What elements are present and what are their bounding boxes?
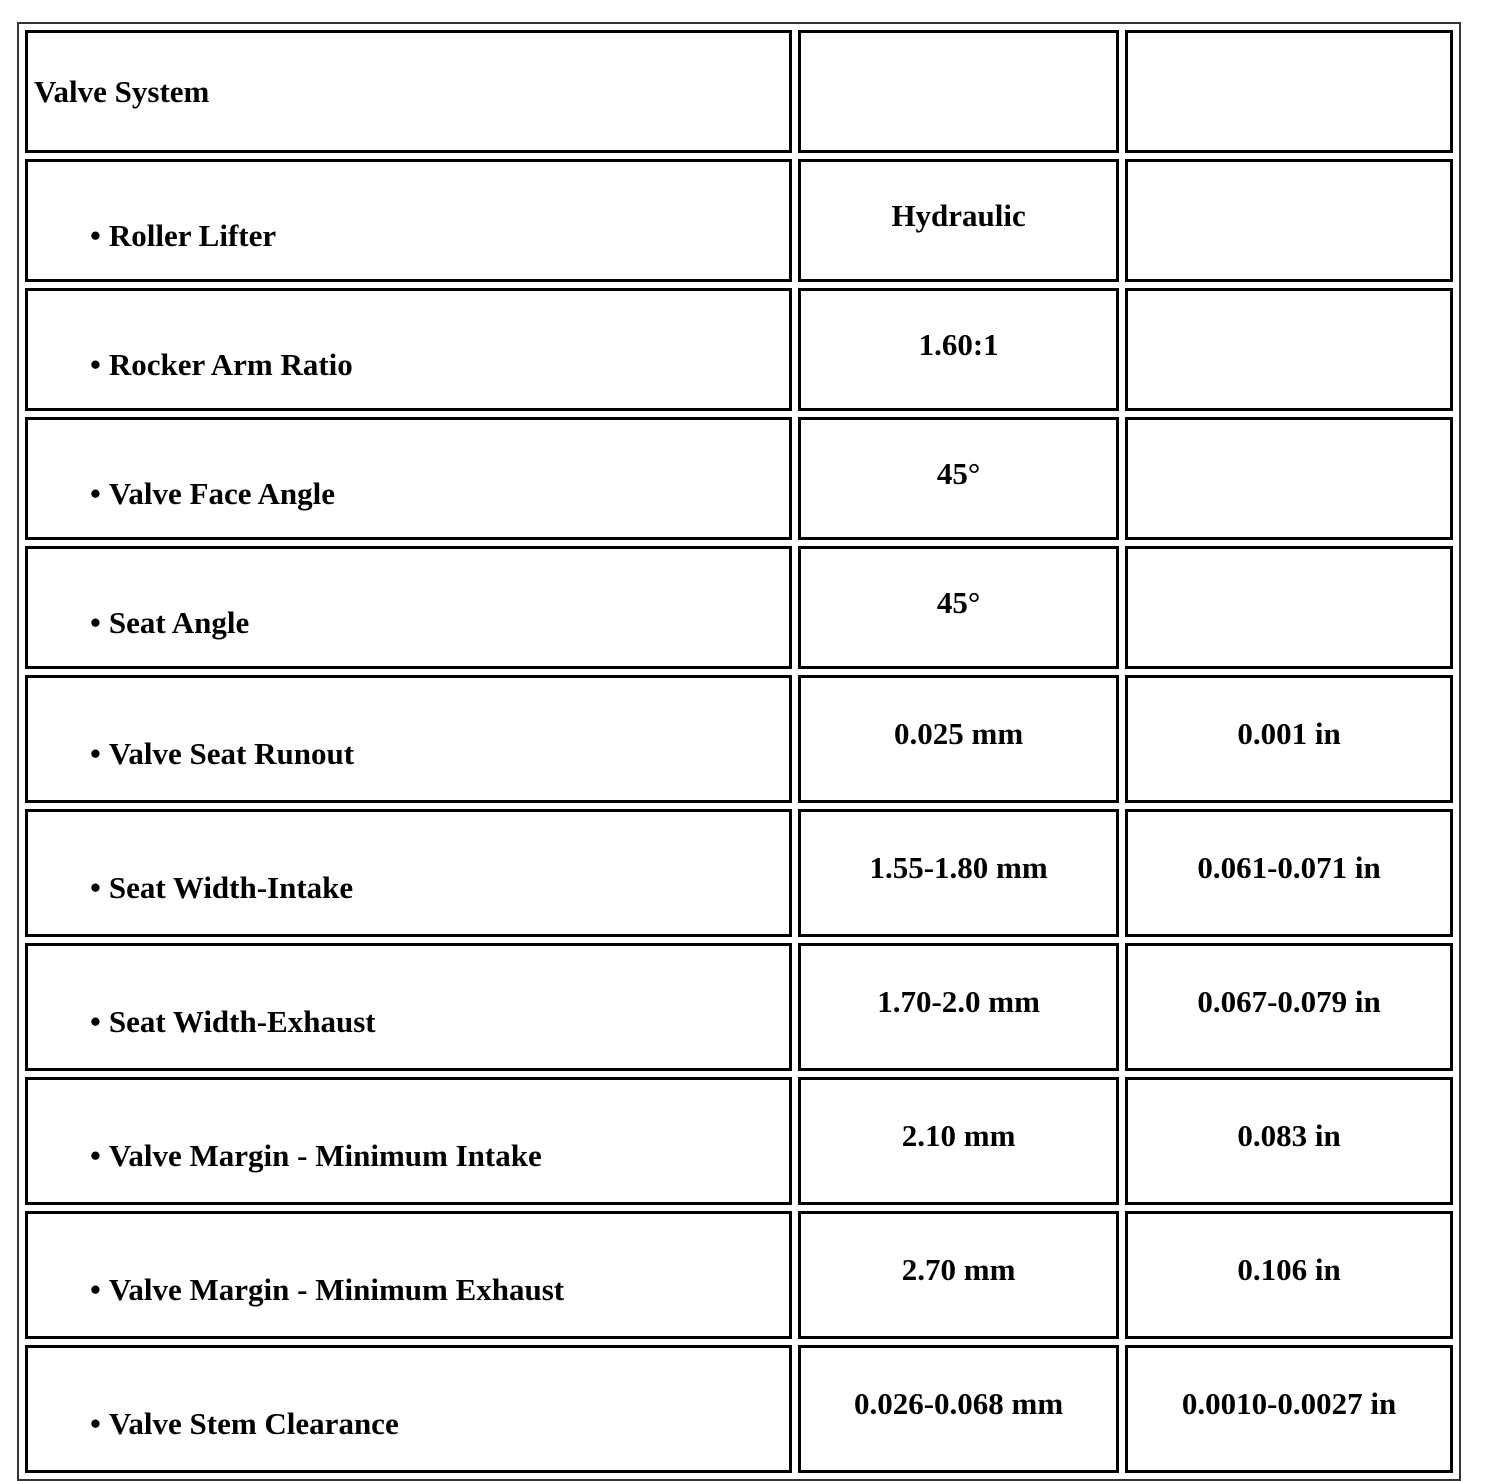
spec-metric-value: 0.026-0.068 mm [853, 1386, 1064, 1421]
spec-metric-cell [798, 1077, 1119, 1205]
spec-metric-value: 45° [936, 584, 981, 620]
spec-label-cell [25, 943, 792, 1071]
spec-imperial-cell [1125, 1211, 1453, 1339]
spec-metric-cell [798, 546, 1119, 669]
table-row [25, 1077, 1453, 1205]
spec-imperial-cell [1125, 288, 1453, 411]
table-row [25, 943, 1453, 1071]
table-row [25, 546, 1453, 669]
spec-label: Valve Margin - Minimum Intake [108, 1138, 542, 1173]
spec-imperial-value [1128, 474, 1450, 484]
spec-imperial-value [1128, 345, 1450, 355]
spec-metric-cell [798, 809, 1119, 937]
section-title: Valve System [34, 73, 210, 109]
spec-imperial-value: 0.001 in [1237, 716, 1341, 751]
spec-label-cell [25, 1077, 792, 1205]
spec-imperial-cell [1125, 546, 1453, 669]
spec-imperial-cell [1125, 1077, 1453, 1205]
bullet-icon: • [90, 1004, 101, 1039]
spec-label-cell [25, 1345, 792, 1473]
header-imperial [1128, 87, 1450, 97]
spec-metric-value: 2.10 mm [901, 1118, 1016, 1153]
spec-metric-value: 1.70-2.0 mm [877, 984, 1040, 1019]
spec-label-cell [25, 288, 792, 411]
spec-label: Valve Face Angle [108, 475, 336, 511]
table-header-row [25, 30, 1453, 153]
bullet-icon: • [90, 604, 101, 640]
bullet-icon: • [90, 1272, 101, 1307]
spec-label: Seat Width-Exhaust [108, 1004, 376, 1039]
spec-metric-cell [798, 675, 1119, 803]
spec-label: Valve Stem Clearance [108, 1406, 399, 1441]
spec-metric-cell [798, 288, 1119, 411]
bullet-icon: • [90, 870, 101, 905]
spec-imperial-value: 0.0010-0.0027 in [1181, 1386, 1397, 1421]
bullet-icon: • [90, 736, 101, 771]
section-title-cell [25, 30, 792, 153]
table-row [25, 1345, 1453, 1473]
spec-label: Valve Margin - Minimum Exhaust [108, 1272, 565, 1307]
spec-metric-cell [798, 943, 1119, 1071]
spec-metric-cell [798, 1345, 1119, 1473]
spec-metric-cell [798, 1211, 1119, 1339]
spec-label-cell [25, 417, 792, 540]
spec-imperial-cell [1125, 943, 1453, 1071]
spec-imperial-value: 0.067-0.079 in [1197, 984, 1381, 1019]
header-imperial-cell [1125, 30, 1453, 153]
table-row [25, 809, 1453, 937]
table-row [25, 288, 1453, 411]
table-row [25, 417, 1453, 540]
spec-label: Rocker Arm Ratio [108, 346, 353, 382]
spec-metric-value: 0.025 mm [894, 716, 1024, 751]
spec-label: Valve Seat Runout [108, 736, 355, 771]
spec-label-cell [25, 1211, 792, 1339]
spec-imperial-value: 0.061-0.071 in [1197, 850, 1381, 885]
bullet-icon: • [90, 217, 101, 253]
spec-imperial-cell [1125, 417, 1453, 540]
valve-system-spec-table [17, 22, 1461, 1481]
spec-imperial-value [1128, 603, 1450, 613]
spec-label-cell [25, 675, 792, 803]
spec-label-cell [25, 809, 792, 937]
spec-imperial-cell [1125, 809, 1453, 937]
bullet-icon: • [90, 1138, 101, 1173]
table-row [25, 1211, 1453, 1339]
spec-imperial-value [1128, 216, 1450, 226]
bullet-icon: • [90, 475, 101, 511]
spec-metric-value: Hydraulic [891, 197, 1026, 233]
spec-imperial-cell [1125, 675, 1453, 803]
spec-label: Seat Angle [108, 604, 250, 640]
bullet-icon: • [90, 1406, 101, 1441]
header-metric [801, 87, 1116, 97]
spec-metric-cell [798, 417, 1119, 540]
spec-imperial-value: 0.106 in [1237, 1252, 1341, 1287]
bullet-icon: • [90, 346, 101, 382]
table-row [25, 159, 1453, 282]
spec-metric-value: 1.55-1.80 mm [869, 850, 1048, 885]
spec-imperial-cell [1125, 1345, 1453, 1473]
spec-metric-value: 45° [936, 455, 981, 491]
spec-label-cell [25, 159, 792, 282]
spec-label: Seat Width-Intake [108, 870, 354, 905]
spec-metric-cell [798, 159, 1119, 282]
header-metric-cell [798, 30, 1119, 153]
spec-imperial-value: 0.083 in [1237, 1118, 1341, 1153]
spec-label-cell [25, 546, 792, 669]
spec-metric-value: 1.60:1 [918, 326, 999, 362]
spec-imperial-cell [1125, 159, 1453, 282]
spec-label: Roller Lifter [108, 217, 277, 253]
spec-metric-value: 2.70 mm [901, 1252, 1016, 1287]
table-row [25, 675, 1453, 803]
